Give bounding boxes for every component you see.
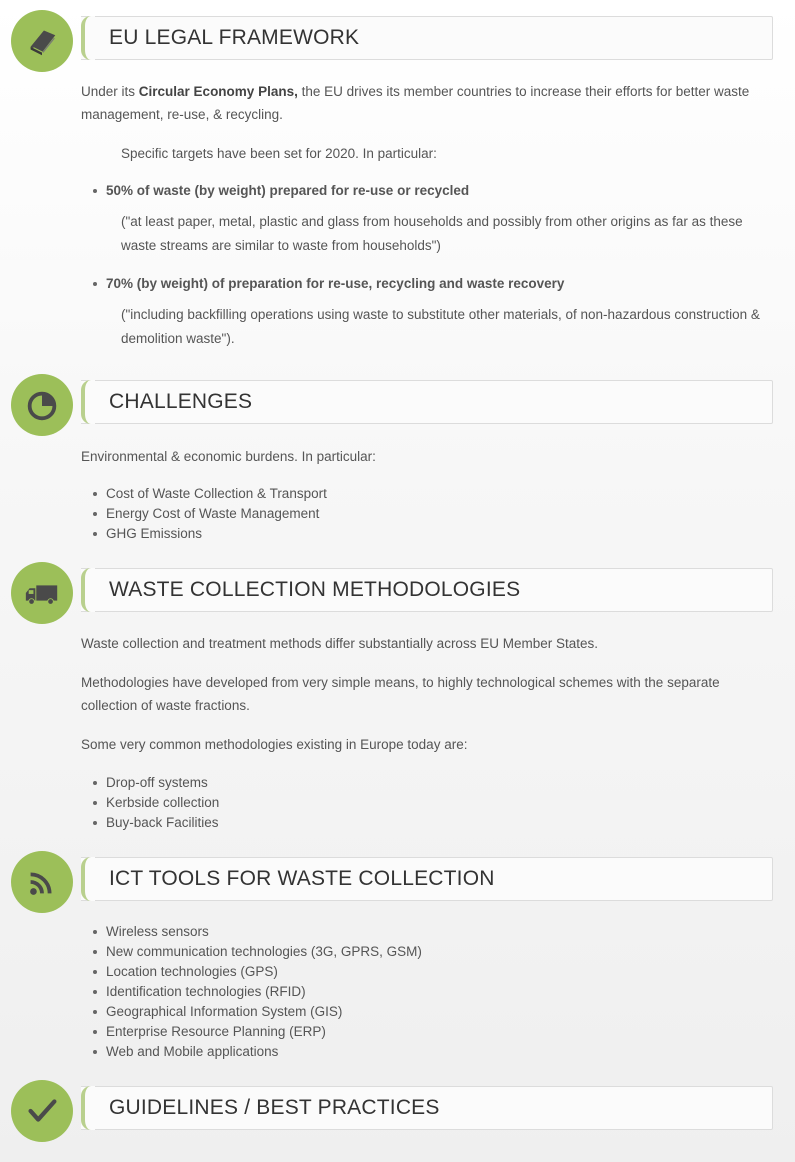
section-header [0,851,795,913]
target-note: ("at least paper, metal, plastic and glass from households and possibly from other origins as far as these waste streams are similar to waste from households") [121,214,743,253]
section-header [0,10,795,72]
methods-paragraph-1: Waste collection and treatment methods differ substantially across EU Member States. [81,636,598,651]
target-item: 50% of waste (by weight) prepared for re-use or recycled [106,181,776,201]
list-item: Wireless sensors [106,922,776,942]
legal-intro-bold: Circular Economy Plans, [138,84,298,99]
list-item: Identification technologies (RFID) [106,982,776,1002]
section-ict-tools [0,851,795,1059]
section-icon-badge [11,1080,73,1142]
section-title-box [81,568,773,612]
section-title: ICT TOOLS FOR WASTE COLLECTION [109,867,495,890]
list-item: Cost of Waste Collection & Transport [106,484,776,504]
targets-intro: Specific targets have been set for 2020. In particular: [121,146,437,161]
section-eu-legal-framework [0,10,795,346]
list-item: New communication technologies (3G, GPRS, GSM) [106,942,776,962]
list-item: Energy Cost of Waste Management [106,504,776,524]
section-title-box [81,857,773,901]
target-note: ("including backfilling operations using waste to substitute other materials, of non-hazardous construction & demolition waste"). [121,307,760,346]
section-title-box [81,16,773,60]
legal-intro-suffix: the EU drives its member countries to increase their efforts for better waste management, re-use, & recycling. [81,84,750,122]
section-title-box [81,1086,773,1130]
section-title-box [81,380,773,424]
truck-icon [23,574,61,612]
list-item: Enterprise Resource Planning (ERP) [106,1022,776,1042]
methods-paragraph-2: Methodologies have developed from very simple means, to highly technological schemes with the separate collection of waste fractions. [81,675,720,713]
list-item: GHG Emissions [106,524,776,544]
pie-chart-icon [23,386,61,424]
section-guidelines [0,1080,795,1142]
wireless-icon [23,863,61,901]
checkmark-icon [23,1092,61,1130]
legal-intro [81,80,771,126]
challenges-intro: Environmental & economic burdens. In particular: [81,449,376,464]
methods-paragraph-3: Some very common methodologies existing in Europe today are: [81,737,468,752]
target-item: 70% (by weight) of preparation for re-use, recycling and waste recovery [106,274,776,294]
list-item: Geographical Information System (GIS) [106,1002,776,1022]
section-icon-badge [11,562,73,624]
list-item: Buy-back Facilities [106,813,776,833]
section-title: EU LEGAL FRAMEWORK [109,26,360,49]
section-icon-badge [11,374,73,436]
section-challenges [0,374,795,541]
section-icon-badge [11,10,73,72]
section-header [0,374,795,436]
list-item: Web and Mobile applications [106,1042,776,1062]
section-header [0,562,795,624]
section-waste-collection-methodologies [0,562,795,830]
list-item: Drop-off systems [106,773,776,793]
list-item: Location technologies (GPS) [106,962,776,982]
legal-intro-prefix: Under its [81,84,139,99]
list-item: Kerbside collection [106,793,776,813]
section-title: GUIDELINES / BEST PRACTICES [109,1096,440,1119]
section-header [0,1080,795,1142]
section-title: WASTE COLLECTION METHODOLOGIES [109,578,521,601]
section-title: CHALLENGES [109,390,253,413]
book-icon [23,22,61,60]
section-icon-badge [11,851,73,913]
